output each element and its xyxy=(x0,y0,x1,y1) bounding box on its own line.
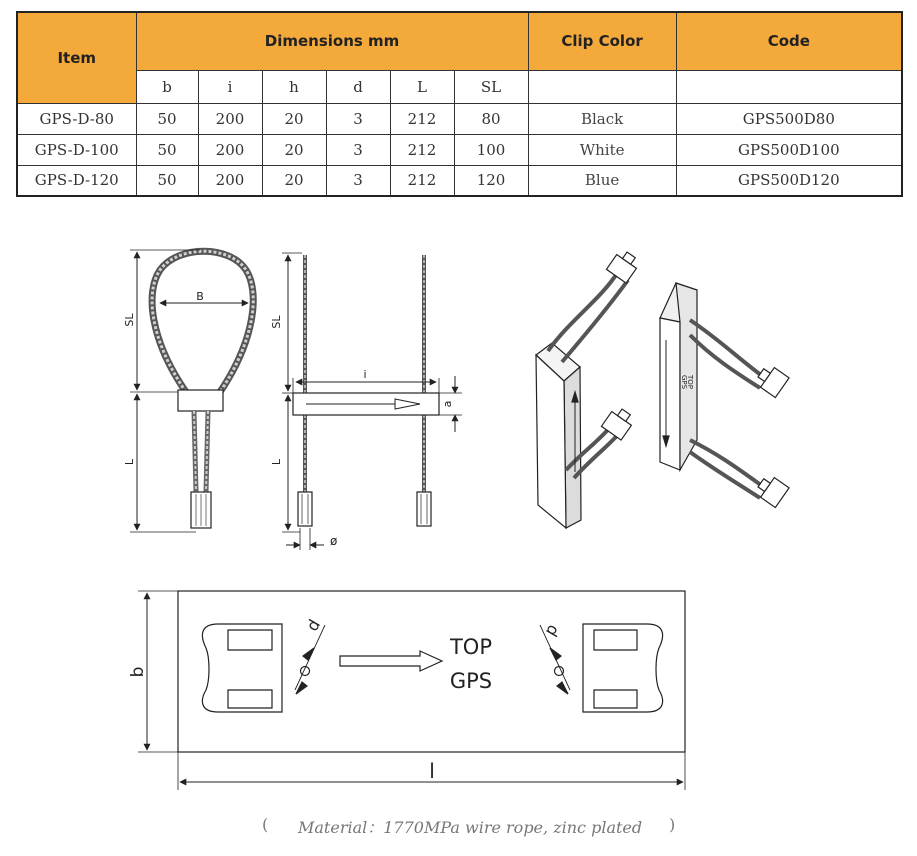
iso-view-left xyxy=(536,248,641,528)
cell-l: 212 xyxy=(390,165,454,196)
cell-h: 20 xyxy=(262,134,326,165)
subheader-sl: SL xyxy=(454,70,528,103)
side-label-i: i xyxy=(363,368,367,381)
cell-l: 212 xyxy=(390,103,454,134)
header-code: Code xyxy=(676,12,902,70)
cell-b: 50 xyxy=(136,134,198,165)
iso-label-gps: GPS xyxy=(680,374,688,390)
plan-label-top: TOP xyxy=(449,635,493,659)
material-caption xyxy=(0,815,917,839)
header-item: Item xyxy=(17,12,136,103)
cell-d: 3 xyxy=(326,103,390,134)
loop-view xyxy=(130,250,253,532)
cell-b: 50 xyxy=(136,165,198,196)
cell-item: GPS-D-100 xyxy=(17,134,136,165)
subheader-i: i xyxy=(198,70,262,103)
plan-label-l: l xyxy=(429,759,435,783)
cell-color: Blue xyxy=(528,165,676,196)
subheader-l: L xyxy=(390,70,454,103)
cell-b: 50 xyxy=(136,103,198,134)
loop-label-b: B xyxy=(196,290,204,303)
cell-code: GPS500D120 xyxy=(676,165,902,196)
header-dimensions: Dimensions mm xyxy=(136,12,528,70)
side-label-l: L xyxy=(270,458,283,466)
cell-i: 200 xyxy=(198,165,262,196)
cell-color: White xyxy=(528,134,676,165)
iso-label-top: TOP xyxy=(686,374,694,390)
subheader-b: b xyxy=(136,70,198,103)
caption-close-paren: ) xyxy=(669,815,676,834)
side-label-diameter: ø xyxy=(330,534,338,548)
cell-l: 212 xyxy=(390,134,454,165)
plan-view xyxy=(138,591,685,790)
cell-sl: 80 xyxy=(454,103,528,134)
caption-text: Material：1770MPa wire rope, zinc plated xyxy=(298,818,643,837)
loop-label-l: L xyxy=(123,458,136,466)
cell-code: GPS500D100 xyxy=(676,134,902,165)
side-view xyxy=(282,253,462,550)
cell-item: GPS-D-120 xyxy=(17,165,136,196)
header-clip-color: Clip Color xyxy=(528,12,676,70)
cell-item: GPS-D-80 xyxy=(17,103,136,134)
cell-i: 200 xyxy=(198,134,262,165)
cell-sl: 100 xyxy=(454,134,528,165)
plan-label-gps: GPS xyxy=(449,669,493,693)
cell-code: GPS500D80 xyxy=(676,103,902,134)
plan-label-d-left: d xyxy=(302,616,325,635)
cell-i: 200 xyxy=(198,103,262,134)
cell-sl: 120 xyxy=(454,165,528,196)
cell-d: 3 xyxy=(326,134,390,165)
subheader-h: h xyxy=(262,70,326,103)
subheader-d: d xyxy=(326,70,390,103)
cell-color: Black xyxy=(528,103,676,134)
cell-h: 20 xyxy=(262,103,326,134)
iso-view-right xyxy=(660,283,789,508)
caption-open-paren: ( xyxy=(262,815,269,834)
loop-label-sl: SL xyxy=(123,313,136,327)
side-label-a: a xyxy=(441,400,454,408)
plan-label-b: b xyxy=(128,666,148,678)
cell-d: 3 xyxy=(326,165,390,196)
side-label-sl: SL xyxy=(270,315,283,329)
cell-h: 20 xyxy=(262,165,326,196)
plan-label-d-right: d xyxy=(541,621,564,640)
